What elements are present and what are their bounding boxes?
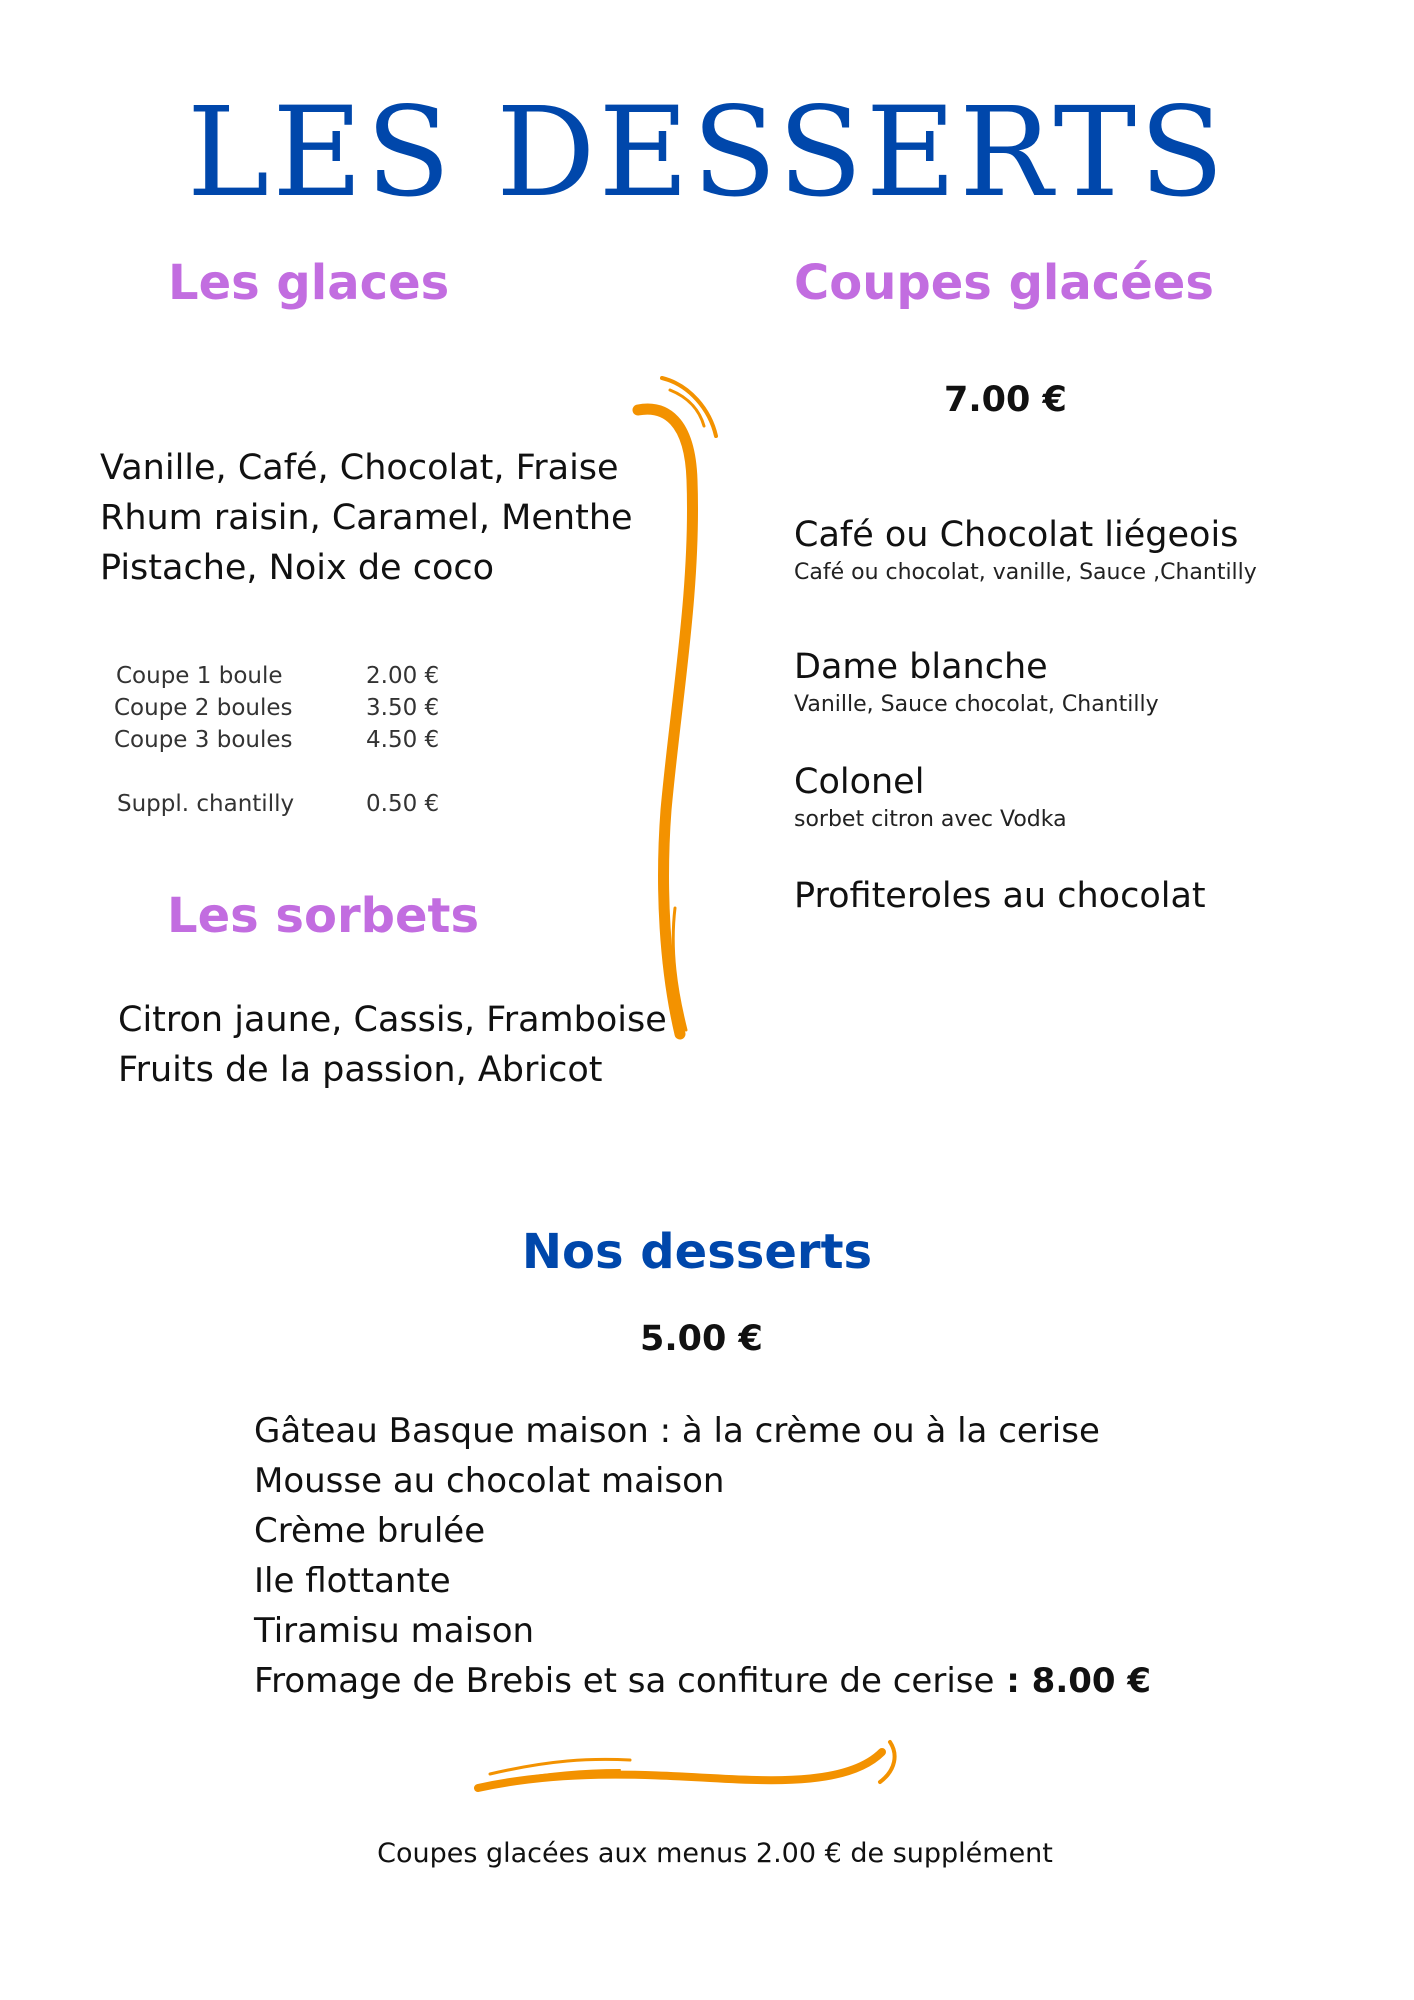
page-title: LES DESSERTS [186, 81, 1228, 225]
sorbets-heading: Les sorbets [167, 888, 480, 944]
glaces-heading: Les glaces [168, 255, 450, 311]
dessert-item: Mousse au chocolat maison [254, 1461, 725, 1501]
price-row [114, 724, 474, 756]
flourish-divider-horizontal [470, 1734, 920, 1804]
desserts-list [254, 1406, 1151, 1706]
coupe-description: Vanille, Sauce chocolat, Chantilly [794, 692, 1159, 717]
coupe-item [794, 759, 1067, 835]
coupe-description: sorbet citron avec Vodka [794, 807, 1067, 832]
glaces-flavor-list [100, 443, 633, 593]
coupe-name: Dame blanche [794, 647, 1048, 687]
coupe-item [794, 644, 1159, 720]
desserts-price: 5.00 € [640, 1319, 763, 1359]
price-row [114, 660, 474, 692]
dessert-item: Crème brulée [254, 1511, 486, 1551]
sorbets-flavor-list [118, 995, 667, 1095]
coupe-name: Colonel [794, 762, 925, 802]
coupes-price: 7.00 € [944, 380, 1067, 420]
flavor-line: Rhum raisin, Caramel, Menthe [100, 498, 633, 538]
dessert-item-fromage [254, 1656, 1151, 1706]
dessert-item: Ile flottante [254, 1561, 451, 1601]
price-row-value: 0.50 € [366, 791, 440, 817]
footer-note: Coupes glacées aux menus 2.00 € de supplément [377, 1838, 1053, 1869]
price-row-label: Coupe 3 boules [114, 727, 293, 753]
flavor-line: Pistache, Noix de coco [100, 548, 495, 588]
price-row-label: Coupe 1 boule [116, 663, 283, 689]
flourish-divider-vertical [620, 370, 730, 1060]
price-row-label: Coupe 2 boules [114, 695, 293, 721]
flavor-line: Citron jaune, Cassis, Framboise [118, 1000, 667, 1040]
flavor-line: Fruits de la passion, Abricot [118, 1050, 603, 1090]
dessert-item: Tiramisu maison [254, 1611, 535, 1651]
coupe-description: Café ou chocolat, vanille, Sauce ,Chantilly [794, 560, 1257, 585]
glaces-price-table [114, 660, 474, 820]
price-row-value: 4.50 € [366, 727, 440, 753]
desserts-heading: Nos desserts [521, 1224, 873, 1280]
price-row-value: 2.00 € [366, 663, 440, 689]
coupe-item [794, 873, 1206, 919]
price-row-value: 3.50 € [366, 695, 440, 721]
dessert-item-label: Fromage de Brebis et sa confiture de cerise [254, 1661, 995, 1701]
price-row-label: Suppl. chantilly [117, 791, 295, 817]
price-row [114, 788, 474, 820]
coupe-item [794, 512, 1257, 588]
coupes-heading: Coupes glacées [794, 255, 1214, 311]
coupe-name: Profiteroles au chocolat [794, 876, 1206, 916]
dessert-item-price: : 8.00 € [994, 1661, 1152, 1701]
price-row [114, 692, 474, 724]
dessert-item: Gâteau Basque maison : à la crème ou à la cerise [254, 1411, 1100, 1451]
coupe-name: Café ou Chocolat liégeois [794, 515, 1239, 555]
flavor-line: Vanille, Café, Chocolat, Fraise [100, 448, 619, 488]
